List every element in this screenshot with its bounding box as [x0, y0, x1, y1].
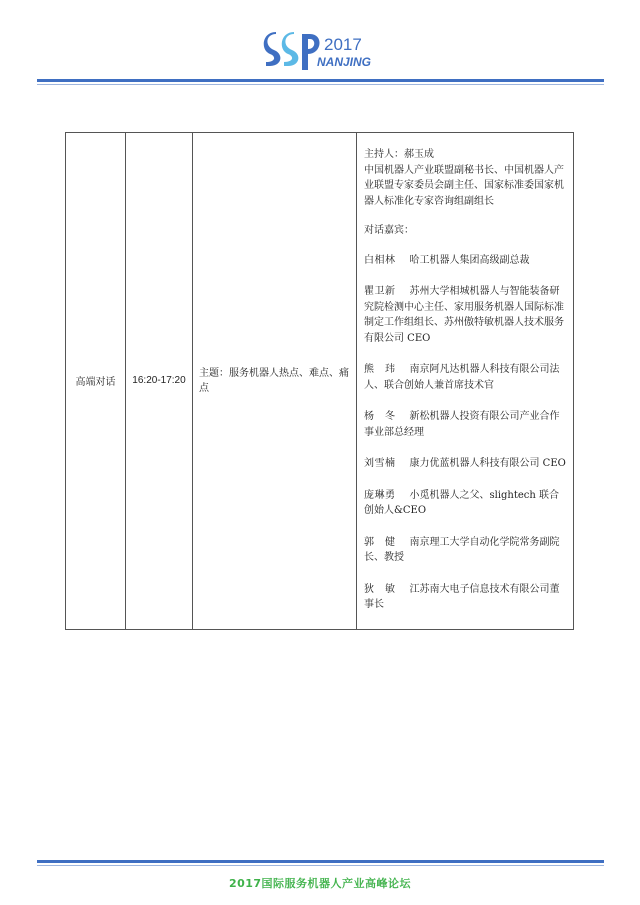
- logo-city: NANJING: [317, 55, 372, 69]
- guest-title: 南京理工大学自动化学院常务副院长、教授: [364, 536, 560, 563]
- guest-name: 郭 健: [364, 536, 396, 548]
- footer-title: 2017国际服务机器人产业高峰论坛: [228, 877, 412, 890]
- guest-name: 庞琳勇: [364, 489, 396, 501]
- guest-name: 狄 敏: [364, 583, 396, 595]
- guest-item: [364, 456, 567, 472]
- guest-name: 熊 玮: [364, 364, 396, 375]
- host-description: 中国机器人产业联盟副秘书长、中国机器人产业联盟专家委员会副主任、国家标准委国家机器人标准化专家咨询组副组长: [364, 164, 564, 207]
- guest-title: 江苏南大电子信息技术有限公司董事长: [364, 583, 560, 610]
- guest-name: 刘雪楠: [364, 458, 396, 469]
- guests-heading: 对话嘉宾：: [364, 225, 414, 236]
- topic-cell: 主题：服务机器人热点、难点、痛点: [193, 133, 357, 630]
- guest-item: [364, 582, 567, 613]
- participants-cell: [357, 133, 574, 630]
- guest-name: 瞿卫新: [364, 286, 396, 297]
- guest-item: [364, 284, 567, 346]
- logo-year: 2017: [324, 35, 362, 54]
- time-cell: 16:20-17:20: [126, 133, 193, 630]
- guest-title: 新松机器人投资有限公司产业合作事业部总经理: [364, 411, 560, 438]
- guest-item: [364, 488, 567, 519]
- footer-divider: [37, 860, 604, 863]
- guest-title: 南京阿凡达机器人科技有限公司法人、联合创始人兼首席技术官: [364, 364, 560, 391]
- host-line: 主持人：郝玉成: [364, 149, 434, 160]
- guest-title: 康力优蓝机器人科技有限公司 CEO: [409, 458, 566, 469]
- guest-item: [364, 535, 567, 566]
- ssr-2017-nanjing-logo: [262, 26, 382, 78]
- header-divider: [37, 79, 604, 82]
- guest-list: [364, 253, 567, 613]
- footer-divider-thin: [37, 865, 604, 866]
- guest-item: [364, 253, 567, 269]
- session-cell: 高端对话: [66, 133, 126, 630]
- header-divider-thin: [37, 84, 604, 85]
- guest-title: 小觅机器人之父、slightech 联合创始人&CEO: [364, 489, 560, 516]
- agenda-table: [65, 132, 574, 630]
- guest-item: [364, 362, 567, 393]
- guest-name: 杨 冬: [364, 411, 396, 422]
- table-row: [66, 133, 574, 630]
- guest-item: [364, 409, 567, 440]
- logo-graphic: [262, 26, 382, 78]
- guest-title: 苏州大学相城机器人与智能装备研究院检测中心主任、家用服务机器人国际标准制定工作组组长、苏州傲特敏机器人技术服务有限公司 CEO: [364, 286, 564, 344]
- guest-title: 哈工机器人集团高级副总裁: [409, 254, 530, 266]
- guest-name: 白相林: [364, 254, 396, 266]
